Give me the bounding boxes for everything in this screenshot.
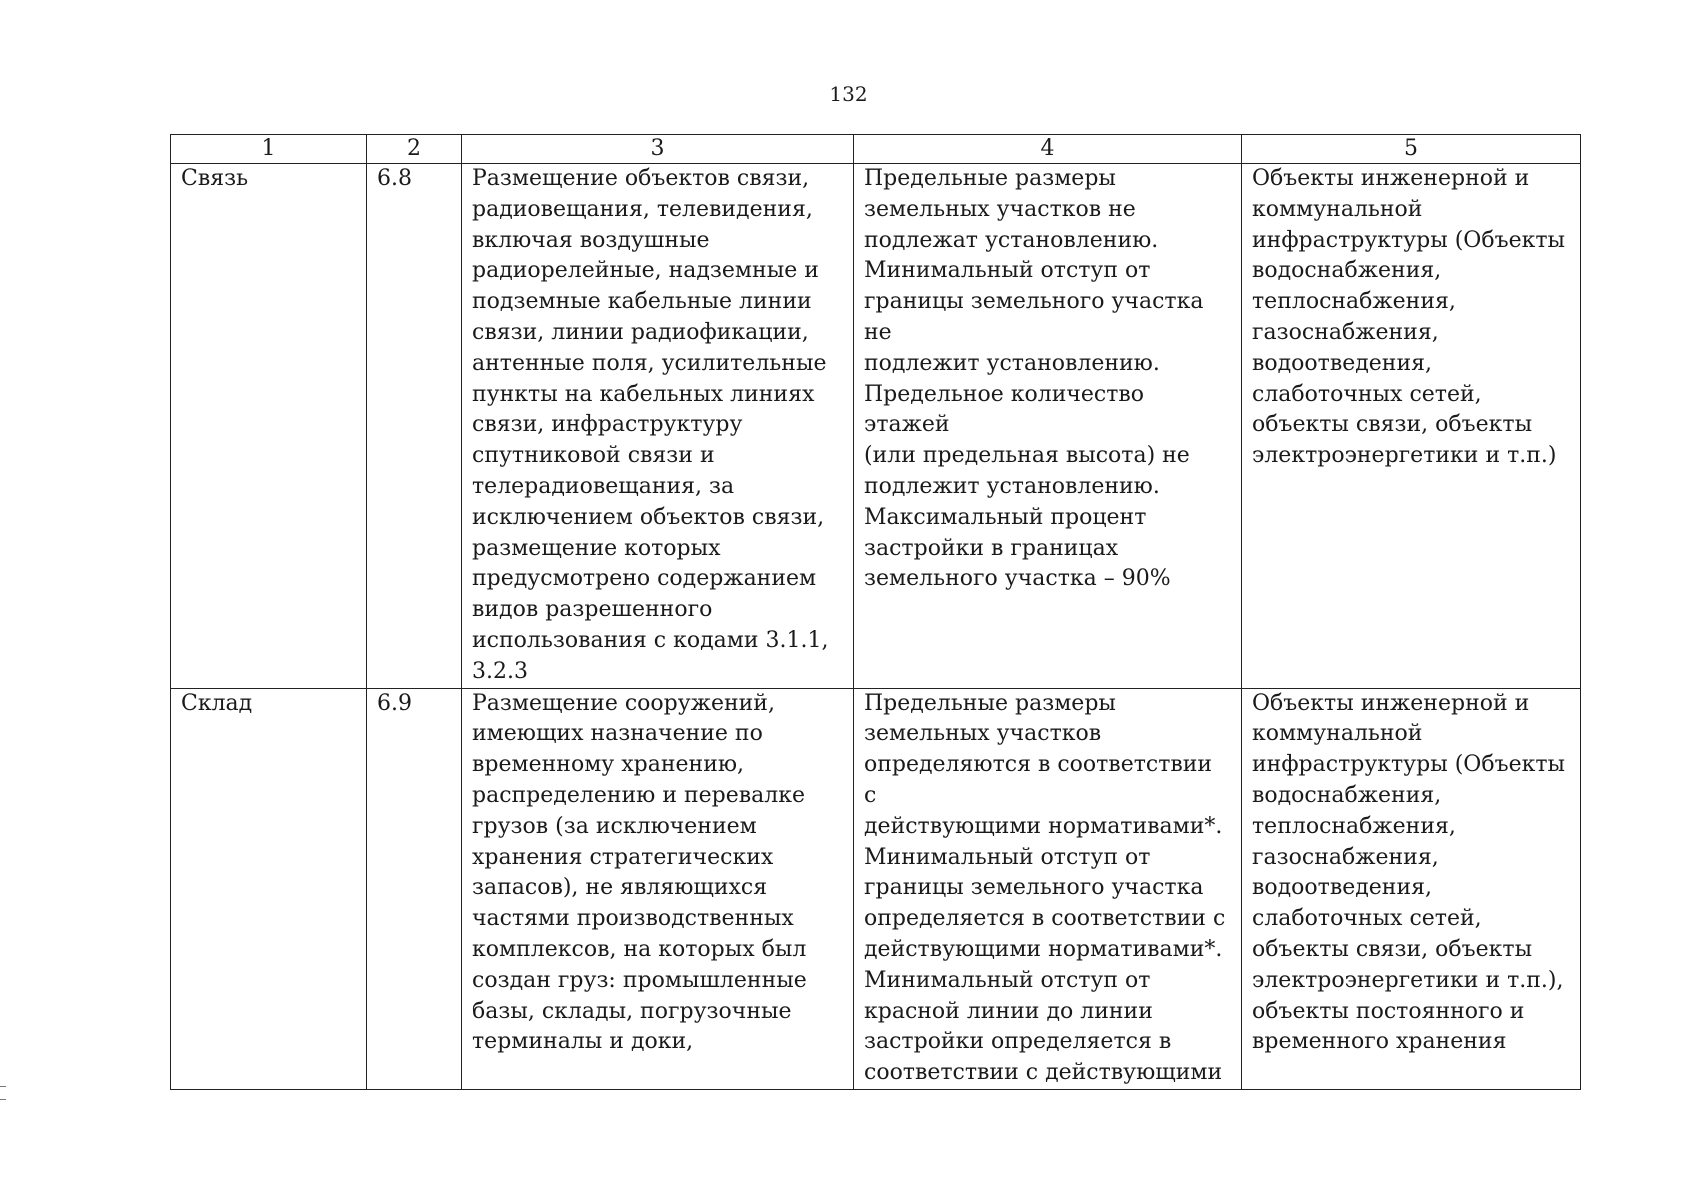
use-type-name: Связь xyxy=(171,164,367,689)
scan-margin-mark xyxy=(0,1086,6,1100)
table-header-row xyxy=(171,135,1581,164)
limit-parameters: Предельные размеры земельных участков не подлежат установлению. Минимальный отступ от границы земельного участка не подлежит установлению. Предельное количество этажей (или предельная высота) не подлежит установлению. Максимальный процент застройки в границах земельного участка – 90% xyxy=(854,164,1242,689)
auxiliary-objects: Объекты инженерной и коммунальной инфраструктуры (Объекты водоснабжения, теплоснабжения, газоснабжения, водоотведения, слаботочных сетей, объекты связи, объекты электроэнергетики и т.п.) xyxy=(1242,164,1581,689)
use-type-description: Размещение объектов связи, радиовещания, телевидения, включая воздушные радиорелейные, надземные и подземные кабельные линии связи, линии радиофикации, антенные поля, усилительные пункты на кабельных линиях связи, инфраструктуру спутниковой связи и телерадиовещания, за исключением объектов связи, размещение которых предусмотрено содержанием видов разрешенного использования с кодами 3.1.1, 3.2.3 xyxy=(462,164,854,689)
table-row xyxy=(171,688,1581,1089)
limit-parameters: Предельные размеры земельных участков определяются в соответствии с действующими нормативами*. Минимальный отступ от границы земельного участка определяется в соответствии с действующими нормативами*. Минимальный отступ от красной линии до линии застройки определяется в соответствии с действующими xyxy=(854,688,1242,1089)
auxiliary-objects: Объекты инженерной и коммунальной инфраструктуры (Объекты водоснабжения, теплоснабжения, газоснабжения, водоотведения, слаботочных сетей, объекты связи, объекты электроэнергетики и т.п.), объекты постоянного и временного хранения xyxy=(1242,688,1581,1089)
column-header: 1 xyxy=(171,135,367,164)
column-header: 3 xyxy=(462,135,854,164)
land-use-table xyxy=(170,134,1581,1090)
use-type-code: 6.9 xyxy=(367,688,462,1089)
use-type-description: Размещение сооружений, имеющих назначение по временному хранению, распределению и перевалке грузов (за исключением хранения стратегических запасов), не являющихся частями производственных комплексов, на которых был создан груз: промышленные базы, склады, погрузочные терминалы и доки, xyxy=(462,688,854,1089)
column-header: 4 xyxy=(854,135,1242,164)
table-row xyxy=(171,164,1581,689)
column-header: 5 xyxy=(1242,135,1581,164)
page-number: 132 xyxy=(829,82,868,106)
use-type-name: Склад xyxy=(171,688,367,1089)
use-type-code: 6.8 xyxy=(367,164,462,689)
column-header: 2 xyxy=(367,135,462,164)
